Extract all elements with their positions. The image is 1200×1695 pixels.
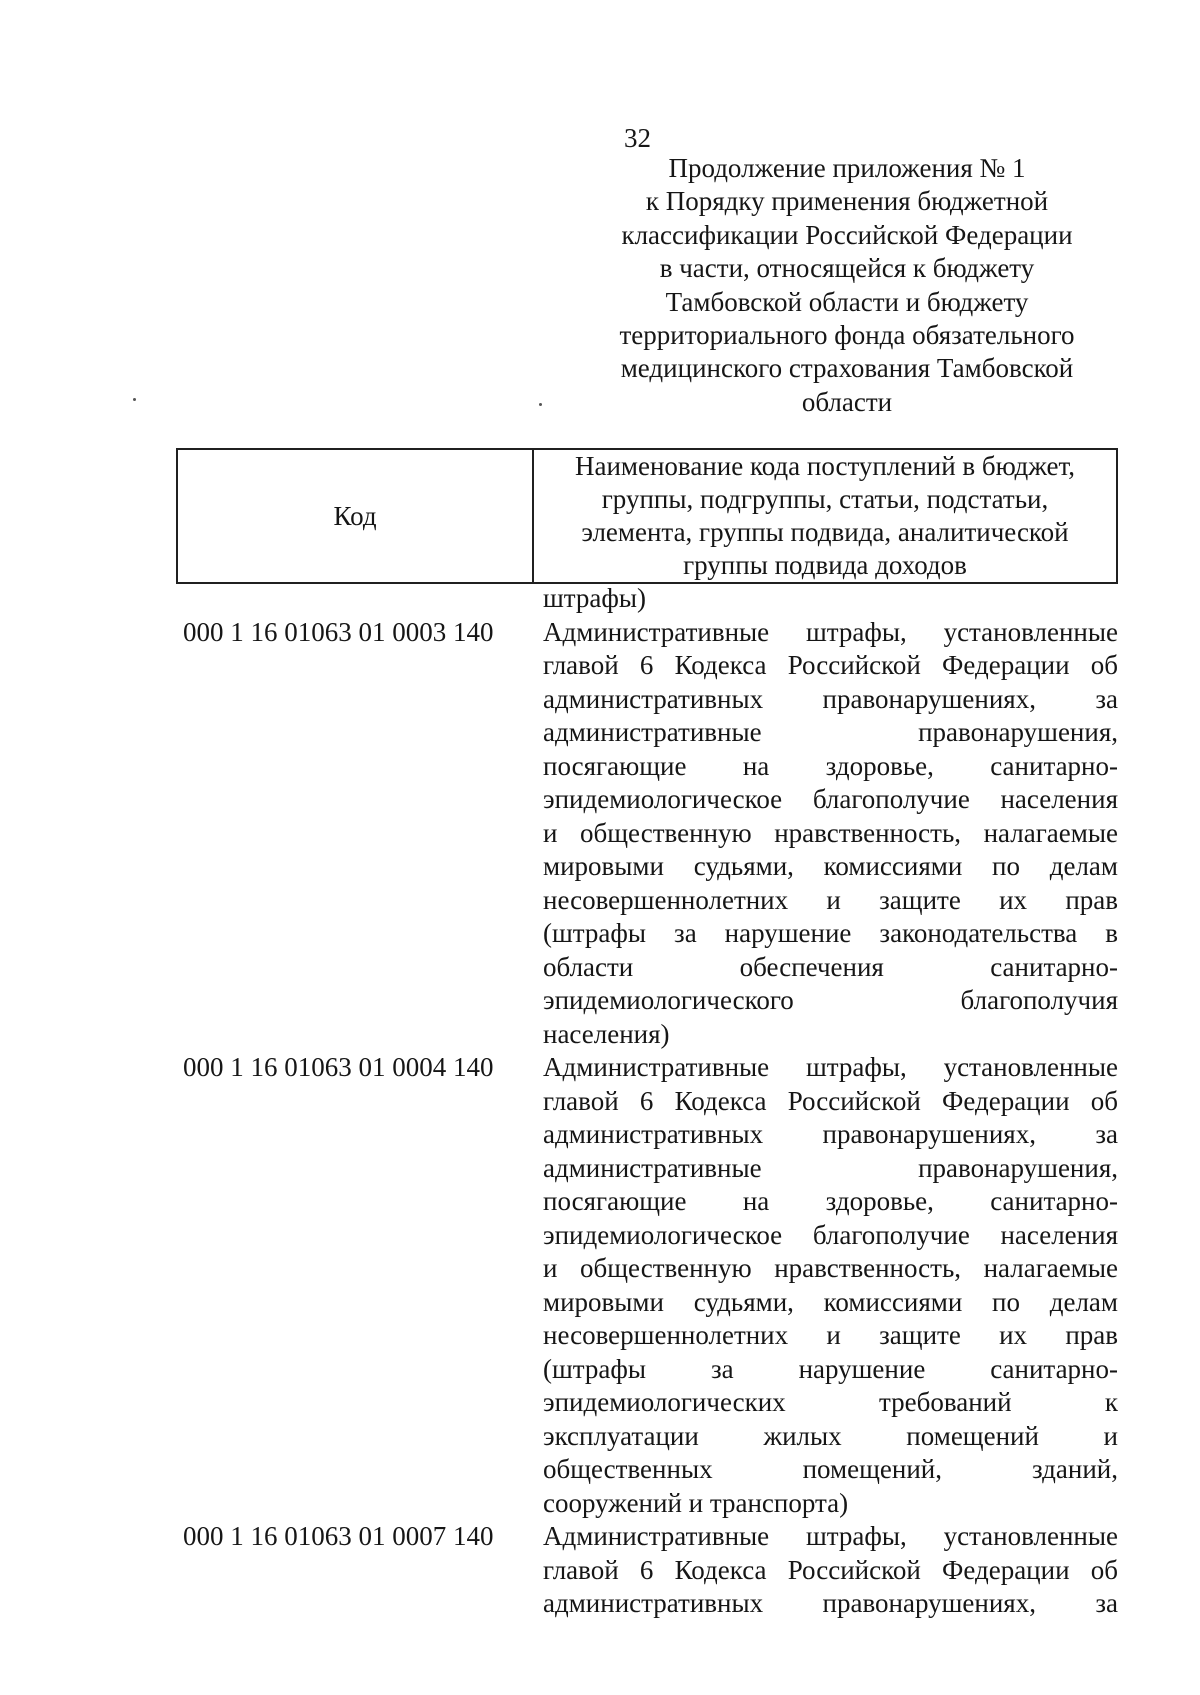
row-description-line: несовершеннолетних и защите их прав [543, 1320, 1118, 1350]
appendix-header-line: Тамбовской области и бюджету [665, 286, 1029, 317]
row-description-line: посягающие на здоровье, санитарно- [543, 750, 1118, 781]
row-description [543, 582, 1118, 616]
row-description-line: главой 6 Кодекса Российской Федерации об [543, 1085, 1118, 1116]
appendix-header [600, 152, 1094, 419]
table-row [176, 582, 1118, 616]
row-description-line: сооружений и транспорта) [543, 1487, 849, 1518]
appendix-header-line: медицинского страхования Тамбовской [620, 353, 1074, 384]
row-description-line: Административные штрафы, установленные [543, 616, 1118, 647]
table-row [176, 616, 1118, 1052]
appendix-header-line: к Порядку применения бюджетной [645, 186, 1049, 217]
row-description-line: несовершеннолетних и защите их прав [543, 884, 1118, 915]
row-description-line: (штрафы за нарушение законодательства в [543, 918, 1118, 948]
row-code: 000 1 16 01063 01 0004 140 [183, 1052, 494, 1082]
row-description-line: Административные штрафы, установленные [543, 1521, 1118, 1551]
row-description-line: главой 6 Кодекса Российской Федерации об [543, 1554, 1118, 1585]
row-description-line: административных правонарушениях, за [543, 1588, 1118, 1618]
row-description-line: населения) [543, 1018, 670, 1049]
row-description-line: посягающие на здоровье, санитарно- [543, 1186, 1118, 1216]
row-description-line: и общественную нравственность, налагаемые [543, 1253, 1118, 1283]
appendix-header-line: классификации Российской Федерации [621, 219, 1073, 250]
column-header-name-line: Наименование кода поступлений в бюджет, [574, 451, 1076, 481]
row-description [543, 1520, 1118, 1621]
row-description-line: эпидемиологическое благополучие населения [543, 1219, 1118, 1250]
column-header-name-line: группы подвида доходов [683, 550, 967, 580]
row-description-line: (штрафы за нарушение санитарно- [543, 1353, 1118, 1384]
row-description-line: Административные штрафы, установленные [543, 1052, 1118, 1082]
row-description [543, 1051, 1118, 1520]
scan-speck [539, 403, 542, 406]
column-header-name [533, 449, 1117, 583]
table-header [176, 448, 1118, 584]
row-description-line: штрафы) [543, 583, 647, 613]
row-description-line: эпидемиологических требований к [543, 1387, 1118, 1417]
page-number: 32 [624, 123, 651, 153]
column-header-name-line: элемента, группы подвида, аналитической [581, 517, 1069, 547]
row-description-line: административные правонарушения, [543, 1152, 1118, 1183]
table-row [176, 1520, 1118, 1621]
row-description-line: мировыми судьями, комиссиями по делам [543, 1286, 1118, 1317]
appendix-header-line: территориального фонда обязательного [619, 320, 1075, 351]
row-description-line: эпидемиологического благополучия [543, 985, 1118, 1015]
row-code: 000 1 16 01063 01 0007 140 [183, 1521, 494, 1551]
row-description-line: административных правонарушениях, за [543, 1119, 1118, 1149]
table-body [176, 582, 1118, 1621]
column-header-name-line: группы, подгруппы, статьи, подстатьи, [601, 484, 1049, 514]
row-description-line: главой 6 Кодекса Российской Федерации об [543, 650, 1118, 680]
row-description-line: эпидемиологическое благополучие населения [543, 784, 1118, 814]
row-code: 000 1 16 01063 01 0003 140 [183, 616, 494, 647]
appendix-header-line: Продолжение приложения № 1 [668, 153, 1026, 183]
appendix-header-line: области [801, 386, 893, 417]
scan-speck [133, 398, 136, 401]
row-description-line: мировыми судьями, комиссиями по делам [543, 851, 1118, 881]
column-header-code: Код [177, 449, 533, 583]
table-row [176, 1051, 1118, 1520]
row-description [543, 616, 1118, 1052]
row-description-line: общественных помещений, зданий, [543, 1454, 1118, 1484]
appendix-header-line: в части, относящейся к бюджету [659, 253, 1035, 284]
row-description-line: области обеспечения санитарно- [543, 951, 1118, 982]
row-description-line: административные правонарушения, [543, 717, 1118, 747]
row-description-line: административных правонарушениях, за [543, 683, 1118, 714]
row-description-line: эксплуатации жилых помещений и [543, 1420, 1118, 1451]
row-description-line: и общественную нравственность, налагаемые [543, 817, 1118, 848]
row-code [176, 582, 543, 616]
